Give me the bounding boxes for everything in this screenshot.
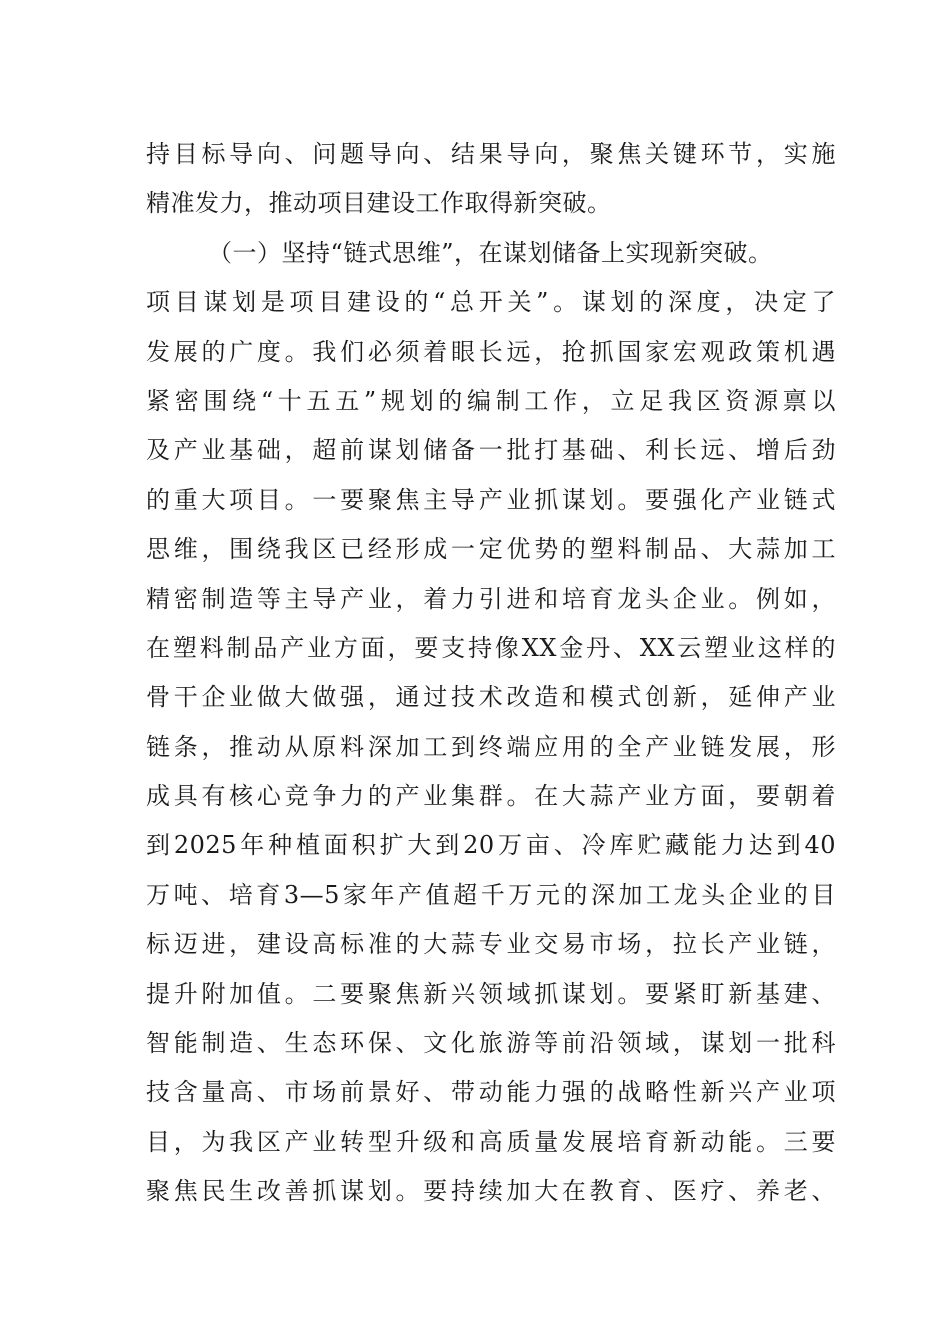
text-line: 万吨、培育3—5家年产值超千万元的深加工龙头企业的目 [146,880,836,909]
text-line: 及产业基础，超前谋划储备一批打基础、利长远、增后劲 [146,436,836,465]
text-line: 智能制造、生态环保、文化旅游等前沿领域，谋划一批科 [146,1029,836,1058]
text-line: 的重大项目。一要聚焦主导产业抓谋划。要强化产业链式 [146,485,836,514]
text-line: 精密制造等主导产业，着力引进和培育龙头企业。例如， [146,584,836,613]
text-line: 聚焦民生改善抓谋划。要持续加大在教育、医疗、养老、 [146,1177,836,1206]
text-line: 提升附加值。二要聚焦新兴领域抓谋划。要紧盯新基建、 [146,979,836,1008]
section-heading: （一）坚持“链式思维”，在谋划储备上实现新突破。 [208,238,773,267]
text-line: 到2025年种植面积扩大到20万亩、冷库贮藏能力达到40 [146,831,836,860]
text-line: 紧密围绕“十五五”规划的编制工作，立足我区资源禀以 [146,386,836,415]
text-line: 目，为我区产业转型升级和高质量发展培育新动能。三要 [146,1127,836,1156]
text-line: 技含量高、市场前景好、带动能力强的战略性新兴产业项 [146,1078,836,1107]
text-line: 发展的广度。我们必须着眼长远，抢抓国家宏观政策机遇 [146,337,836,366]
text-line: 链条，推动从原料深加工到终端应用的全产业链发展，形 [146,732,836,761]
text-line: 精准发力，推动项目建设工作取得新突破。 [146,189,612,218]
text-line: 骨干企业做大做强，通过技术改造和模式创新，延伸产业 [146,683,836,712]
text-line: 持目标导向、问题导向、结果导向，聚焦关键环节，实施 [146,140,836,168]
text-line: 标迈进，建设高标准的大蒜专业交易市场，拉长产业链， [146,930,836,959]
text-line: 思维，围绕我区已经形成一定优势的塑料制品、大蒜加工 [146,535,836,564]
text-line: 成具有核心竞争力的产业集群。在大蒜产业方面，要朝着 [146,782,836,811]
text-line: 项目谋划是项目建设的“总开关”。谋划的深度，决定了 [146,288,836,317]
body-text [146,130,836,1217]
text-line: 在塑料制品产业方面，要支持像XX金丹、XX云塑业这样的 [146,633,836,662]
